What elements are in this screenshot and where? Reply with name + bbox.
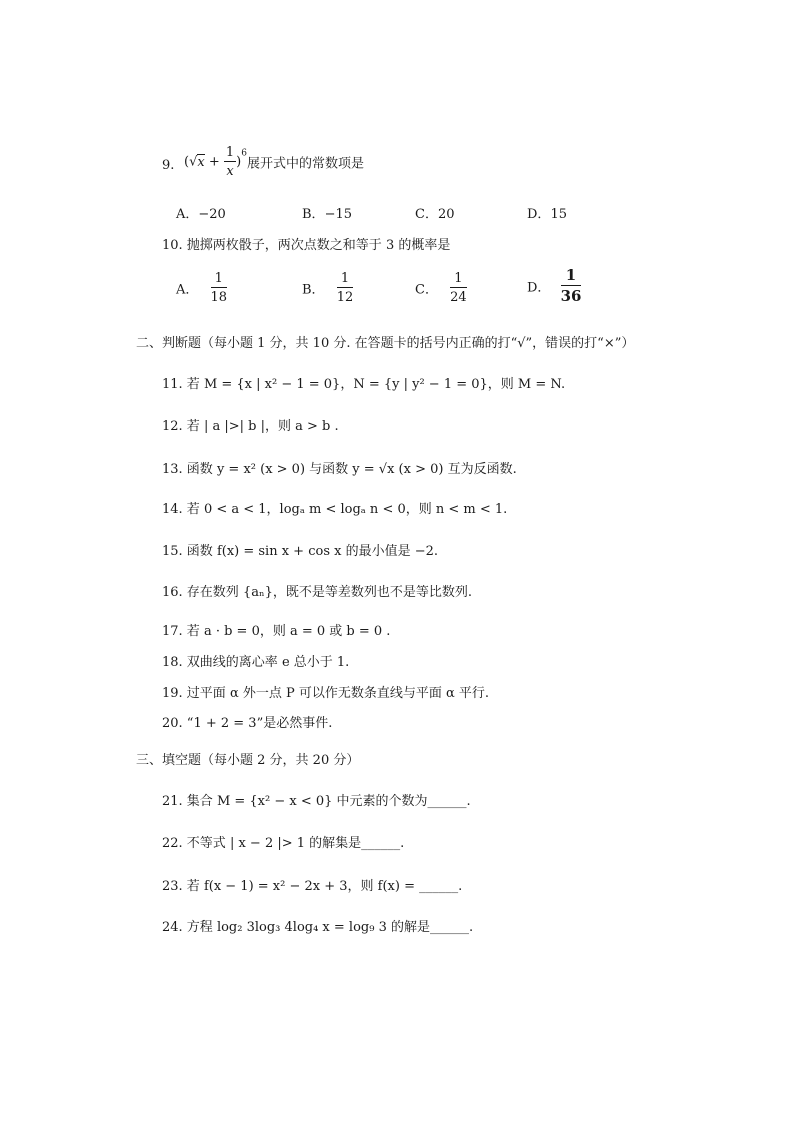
fill-item-24: 24. 方程 log₂ 3log₃ 4log₄ x = log₉ 3 的解是______.	[162, 920, 474, 935]
q10-option-b: B． $\frac{1}{12}$	[302, 271, 354, 305]
judgement-item-18: 18. 双曲线的离心率 e 总小于 1.	[162, 655, 350, 670]
q10-option-a: A． $\frac{1}{18}$	[176, 271, 228, 305]
fill-item-21: 21. 集合 M = {x² − x < 0} 中元素的个数为______.	[162, 794, 471, 809]
fill-item-22: 22. 不等式 | x − 2 |> 1 的解集是______.	[162, 836, 405, 851]
fraction: $\frac{1}{24}$	[450, 271, 467, 305]
fraction: $\frac{1}{x}$	[225, 145, 235, 179]
q9-option-c: C．20	[415, 207, 455, 222]
q9-option-a: A．−20	[176, 207, 226, 222]
section-3-title: 三、填空题（每小题 2 分，共 20 分）	[136, 753, 360, 768]
judgement-item-12: 12. 若 | a |>| b |，则 a > b .	[162, 419, 339, 434]
judgement-item-19: 19. 过平面 α 外一点 P 可以作无数条直线与平面 α 平行.	[162, 686, 490, 701]
q9-option-d: D．15	[527, 207, 567, 222]
question-10: 10. 抛掷两枚骰子，两次点数之和等于 3 的概率是	[162, 238, 451, 253]
question-expression: (√x + $\frac{1}{x}$ )$^6$展开式中的常数项是	[184, 145, 364, 179]
judgement-item-11: 11. 若 M = {x | x² − 1 = 0}，N = {y | y² − 1 = 0}，则 M = N.	[162, 377, 566, 392]
judgement-item-14: 14. 若 0 < a < 1，logₐ m < logₐ n < 0，则 n < m < 1.	[162, 502, 508, 517]
fraction: $\frac{1}{18}$	[210, 271, 228, 305]
question-number: 9.	[162, 158, 175, 173]
q9-option-b: B．−15	[302, 207, 352, 222]
judgement-item-15: 15. 函数 f(x) = sin x + cos x 的最小值是 −2.	[162, 544, 439, 559]
judgement-item-17: 17. 若 a · b = 0，则 a = 0 或 b = 0 .	[162, 624, 391, 639]
fraction: $\frac{1}{12}$	[336, 271, 354, 305]
q10-option-d: D． $\frac{1}{36}$	[527, 266, 582, 305]
judgement-item-16: 16. 存在数列 {aₙ}，既不是等差数列也不是等比数列.	[162, 585, 472, 600]
judgement-item-20: 20. “1 + 2 = 3”是必然事件.	[162, 716, 333, 731]
q10-option-c: C． $\frac{1}{24}$	[415, 271, 467, 305]
judgement-item-13: 13. 函数 y = x² (x > 0) 与函数 y = √x (x > 0) 互为反函数.	[162, 462, 517, 477]
fraction: $\frac{1}{36}$	[560, 266, 582, 305]
section-2-title: 二、判断题（每小题 1 分，共 10 分. 在答题卡的括号内正确的打“√”，错误的打“×”）	[136, 336, 635, 351]
fill-item-23: 23. 若 f(x − 1) = x² − 2x + 3，则 f(x) = ______.	[162, 879, 463, 894]
